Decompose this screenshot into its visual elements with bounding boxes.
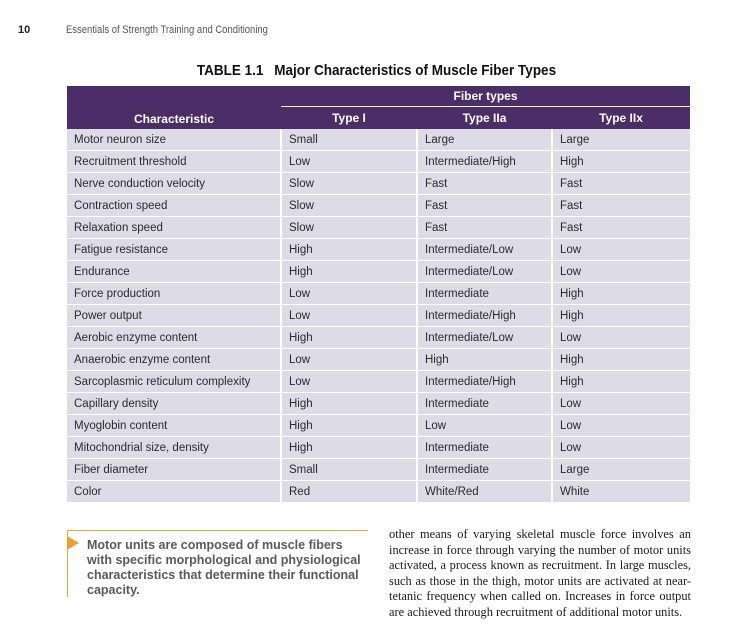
page-number: 10 [18, 24, 31, 36]
table-cell: Low [552, 327, 690, 349]
table-cell: Recruitment threshold [67, 151, 281, 173]
table-row [67, 481, 690, 503]
table-cell: High [281, 393, 417, 415]
table-cell: Fast [552, 217, 690, 239]
table-cell: Low [281, 349, 417, 371]
table-cell: Intermediate [417, 283, 552, 305]
table-body [67, 129, 690, 503]
table-cell: Slow [281, 173, 417, 195]
table-cell: Fast [552, 195, 690, 217]
table-cell: High [552, 151, 690, 173]
table-cell: Low [552, 415, 690, 437]
table-cell: Intermediate/High [417, 151, 552, 173]
table-row [67, 195, 690, 217]
table-cell: Anaerobic enzyme content [67, 349, 281, 371]
column-header-type-iia: Type IIa [417, 107, 552, 130]
table-cell: Motor neuron size [67, 129, 281, 151]
table-row [67, 151, 690, 173]
table-cell: Capillary density [67, 393, 281, 415]
table-row [67, 459, 690, 481]
table-cell: High [552, 283, 690, 305]
table-row [67, 327, 690, 349]
table-cell: Intermediate [417, 393, 552, 415]
table-cell: Large [552, 459, 690, 481]
table-cell: Low [281, 305, 417, 327]
column-header-type-iix: Type IIx [552, 107, 690, 130]
table-label: TABLE 1.1 [196, 62, 264, 79]
table-row [67, 129, 690, 151]
table-cell: Power output [67, 305, 281, 327]
table-cell: Low [552, 261, 690, 283]
table-row [67, 437, 690, 459]
table-title [38, 62, 716, 79]
table-cell: Slow [281, 217, 417, 239]
table-cell: Aerobic enzyme content [67, 327, 281, 349]
table-cell: Intermediate [417, 459, 552, 481]
table-cell: Intermediate/High [417, 371, 552, 393]
table-cell: Slow [281, 195, 417, 217]
table-cell: Force production [67, 283, 281, 305]
table-cell: Intermediate [417, 437, 552, 459]
table-row [67, 283, 690, 305]
column-header-characteristic: Characteristic [67, 86, 281, 129]
table-cell: Low [552, 239, 690, 261]
table-cell: Low [281, 371, 417, 393]
table-cell: Sarcoplasmic reticulum complexity [67, 371, 281, 393]
table-cell: High [281, 437, 417, 459]
table-cell: Intermediate/Low [417, 239, 552, 261]
running-head: Essentials of Strength Training and Conditioning [66, 24, 268, 36]
table-cell: Fast [417, 217, 552, 239]
table-cell: Low [417, 415, 552, 437]
table-cell: High [552, 349, 690, 371]
table-cell: Contraction speed [67, 195, 281, 217]
table-cell: Large [417, 129, 552, 151]
pull-quote-callout [67, 530, 368, 597]
table-cell: Small [281, 129, 417, 151]
fiber-types-table [67, 86, 690, 503]
table-cell: Small [281, 459, 417, 481]
table-cell: Fast [552, 173, 690, 195]
table-cell: Myoglobin content [67, 415, 281, 437]
table-cell: Intermediate/Low [417, 327, 552, 349]
table-cell: Large [552, 129, 690, 151]
table-cell: Fiber diameter [67, 459, 281, 481]
table-cell: Relaxation speed [67, 217, 281, 239]
fiber-types-group-header: Fiber types [281, 86, 690, 107]
table-cell: High [552, 305, 690, 327]
table-cell: Fast [417, 173, 552, 195]
table-cell: White [552, 481, 690, 503]
table-cell: High [281, 327, 417, 349]
table-cell: Mitochondrial size, density [67, 437, 281, 459]
table-cell: Intermediate/High [417, 305, 552, 327]
table-cell: White/Red [417, 481, 552, 503]
table-cell: Low [552, 393, 690, 415]
table-cell: Fatigue resistance [67, 239, 281, 261]
table-cell: High [281, 415, 417, 437]
table-cell: High [281, 261, 417, 283]
table-row [67, 261, 690, 283]
table-cell: High [552, 371, 690, 393]
table-caption: Major Characteristics of Muscle Fiber Types [274, 62, 557, 79]
table-cell: Fast [417, 195, 552, 217]
table-row [67, 415, 690, 437]
body-paragraph: other means of varying skeletal muscle force involves an increase in force through varying the number of motor units activated, a process known as recruitment. In large muscles, such as those in the thigh, motor units are activated at near-tetanic frequency when called on. Increases in force output are achieved through recruitment of additional motor units. [389, 527, 691, 619]
table-cell: High [281, 239, 417, 261]
table-cell: Color [67, 481, 281, 503]
callout-text: Motor units are composed of muscle fibers with specific morphological and physiological characteristics that determine their functional capacity. [87, 538, 361, 597]
table-cell: Nerve conduction velocity [67, 173, 281, 195]
table-row [67, 305, 690, 327]
table-cell: Endurance [67, 261, 281, 283]
table-cell: High [417, 349, 552, 371]
table-row [67, 217, 690, 239]
table-row [67, 393, 690, 415]
callout-arrow-icon [67, 536, 79, 550]
table-cell: Low [281, 283, 417, 305]
table-row [67, 173, 690, 195]
table-cell: Intermediate/Low [417, 261, 552, 283]
table-row [67, 371, 690, 393]
table-cell: Red [281, 481, 417, 503]
table-cell: Low [552, 437, 690, 459]
table-cell: Low [281, 151, 417, 173]
column-header-type-i: Type I [281, 107, 417, 130]
table-row [67, 349, 690, 371]
table-row [67, 239, 690, 261]
